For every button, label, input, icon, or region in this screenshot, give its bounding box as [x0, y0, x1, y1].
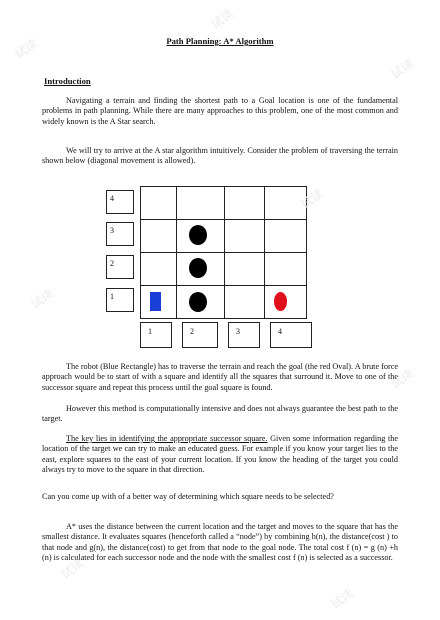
watermark: 试读	[388, 56, 417, 82]
grid-cell	[264, 252, 307, 286]
column-label-2: 2	[182, 322, 218, 348]
paragraph-key-text: Given some information regarding the location of the target we can try to make an educated guess. For example if you know your target lies to the east, explore squares to the east of your current location. If you know the heading of the target you could always try to move to the square in that direction.	[42, 434, 399, 475]
watermark: 试读	[208, 6, 237, 32]
watermark: 试读	[12, 36, 41, 62]
paragraph-question	[42, 492, 398, 502]
grid-cell	[224, 186, 265, 220]
paragraph-intro	[42, 96, 398, 127]
grid-cell	[224, 285, 265, 319]
goal-red-oval	[274, 292, 287, 311]
obstacle-disc	[189, 258, 207, 278]
grid-cell	[176, 186, 225, 220]
watermark: 试读	[58, 556, 87, 582]
grid-cell	[264, 186, 307, 220]
paragraph-intensive-text: However this method is computationally intensive and does not always guarantee the best path to the target.	[42, 404, 398, 424]
paragraph-question-text: Can you come up with of a better way of determining which square needs to be selected?	[42, 492, 334, 501]
document-title: Path Planning: A* Algorithm	[166, 36, 274, 46]
grid-cell	[224, 219, 265, 253]
paragraph-astar-text: A* uses the distance between the current location and the target and moves to the square that has the smallest distance. It evaluates squares (henceforth called a “node”) by combining h(n), the distance(cost ) to that node and g(n), the distance(cost) to get from that node to the goal node. The total cost f (n) = g (n) +h (n) is calculated for each successor node and the node with the smallest cost f (n) is selected as a successor.	[42, 522, 398, 563]
column-label-3: 3	[228, 322, 260, 348]
paragraph-intensive	[42, 404, 398, 425]
watermark: 试读	[388, 366, 417, 392]
watermark: 试读	[28, 286, 57, 312]
row-label-3: 3	[106, 222, 134, 246]
watermark: 试读	[298, 186, 327, 212]
grid-cell	[140, 219, 177, 253]
paragraph-robot	[42, 362, 398, 393]
paragraph-robot-text: The robot (Blue Rectangle) has to traverse the terrain and reach the goal (the red Oval). A brute force approach would be to start of with a square and identify all the squares that surround it. Move to one of the successor square and repeat this process until the goal square is found.	[42, 362, 398, 392]
row-label-1: 1	[106, 288, 134, 312]
watermark: 试读	[328, 586, 357, 612]
row-label-2: 2	[106, 255, 134, 279]
robot-blue-rectangle	[150, 292, 161, 311]
grid-cell	[140, 252, 177, 286]
paragraph-astar	[42, 522, 398, 564]
paragraph-intro-text: Navigating a terrain and finding the shortest path to a Goal location is one of the fundamental problems in path planning. While there are many approaches to this problem, one of the most common and widely known is the A Star search.	[42, 96, 398, 126]
paragraph-key	[42, 434, 398, 476]
grid-cell	[140, 186, 177, 220]
grid-cell	[224, 252, 265, 286]
column-label-1: 1	[140, 322, 172, 348]
paragraph-intuition	[42, 146, 398, 167]
row-label-4: 4	[106, 190, 134, 214]
section-heading-introduction: Introduction	[44, 76, 91, 86]
obstacle-disc	[189, 225, 207, 245]
obstacle-disc	[189, 292, 207, 312]
grid-cell	[264, 219, 307, 253]
paragraph-key-underlined: The key lies in identifying the appropriate successor square.	[66, 434, 268, 443]
column-label-4: 4	[270, 322, 312, 348]
paragraph-intuition-text: We will try to arrive at the A star algorithm intuitively. Consider the problem of traversing the terrain shown below (diagonal movement is allowed).	[42, 146, 398, 166]
